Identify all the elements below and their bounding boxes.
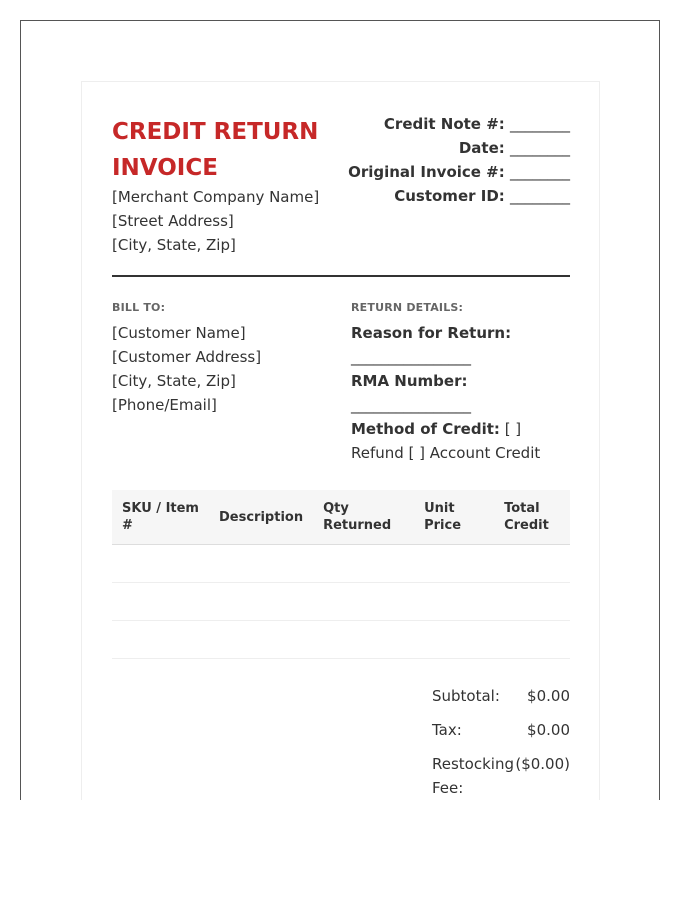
customer-id-label: Customer ID: <box>394 187 505 205</box>
table-row <box>112 621 570 659</box>
table-row <box>112 545 570 583</box>
col-sku: SKU / Item # <box>112 490 209 545</box>
invoice-content <box>112 112 570 797</box>
date-value: ________ <box>510 139 570 157</box>
customer-name: [Customer Name] <box>112 324 246 342</box>
merchant-city: [City, State, Zip] <box>112 236 236 254</box>
merchant-block <box>112 185 319 257</box>
original-invoice-value: ________ <box>510 163 570 181</box>
method-row <box>351 417 571 465</box>
credit-note-value: ________ <box>510 115 570 133</box>
rma-value: ________________ <box>351 396 471 414</box>
reason-value: ________________ <box>351 348 471 366</box>
items-table-header <box>112 490 570 545</box>
tax-row <box>432 718 570 742</box>
col-qty-returned: Qty Returned <box>313 490 414 545</box>
col-total-credit: Total Credit <box>494 490 570 545</box>
customer-contact: [Phone/Email] <box>112 396 217 414</box>
customer-id-row <box>340 184 570 208</box>
date-label: Date: <box>458 139 505 157</box>
subtotal-value: $0.00 <box>527 687 570 705</box>
reason-label: Reason for Return: <box>351 324 512 342</box>
credit-note-row <box>340 112 570 136</box>
method-value: [ ] Refund [ ] Account Credit <box>351 420 541 462</box>
invoice-meta <box>340 112 570 208</box>
col-unit-price: Unit Price <box>414 490 494 545</box>
restocking-row <box>432 752 570 800</box>
bill-to-block <box>112 301 332 417</box>
merchant-company: [Merchant Company Name] <box>112 188 320 206</box>
bill-to-heading: BILL TO: <box>112 301 166 314</box>
customer-address: [Customer Address] <box>112 348 262 366</box>
invoice-header <box>112 112 570 267</box>
merchant-street: [Street Address] <box>112 212 234 230</box>
header-divider <box>112 275 570 277</box>
totals-block <box>432 684 570 810</box>
invoice-title: CREDIT RETURN INVOICE <box>112 119 319 181</box>
customer-city: [City, State, Zip] <box>112 372 236 390</box>
table-row <box>112 583 570 621</box>
subtotal-label: Subtotal: <box>432 687 500 705</box>
items-table <box>112 490 570 659</box>
date-row <box>340 136 570 160</box>
tax-value: $0.00 <box>527 721 570 739</box>
restocking-value: ($0.00) <box>515 755 570 773</box>
col-description: Description <box>209 490 313 545</box>
customer-id-value: ________ <box>510 187 570 205</box>
method-label: Method of Credit: <box>351 420 500 438</box>
rma-label: RMA Number: <box>351 372 468 390</box>
original-invoice-label: Original Invoice #: <box>348 163 505 181</box>
original-invoice-row <box>340 160 570 184</box>
restocking-label: Restocking Fee: <box>432 755 514 797</box>
return-details-heading: RETURN DETAILS: <box>351 301 464 314</box>
credit-note-label: Credit Note #: <box>383 115 505 133</box>
tax-label: Tax: <box>432 721 462 739</box>
return-details-block <box>351 301 571 465</box>
subtotal-row <box>432 684 570 708</box>
